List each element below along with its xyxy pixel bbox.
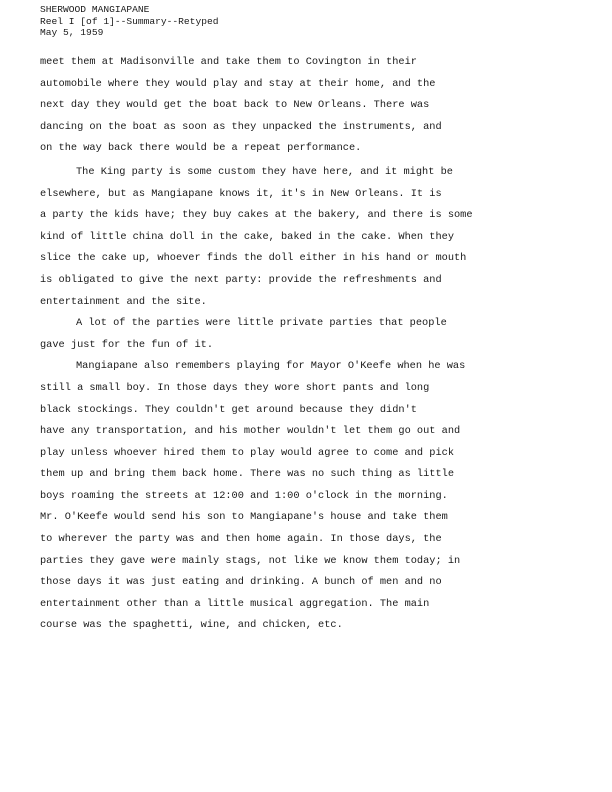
text-line: elsewhere, but as Mangiapane knows it, it's in New Orleans. It is [40,187,442,200]
document-header [40,4,218,39]
text-line: dancing on the boat as soon as they unpacked the instruments, and [40,120,442,133]
text-line: next day they would get the boat back to New Orleans. There was [40,99,430,112]
text-line: a party the kids have; they buy cakes at the bakery, and there is some [40,209,473,222]
text-line: entertainment and the site. [40,295,207,308]
header-reel: Reel I [of 1]--Summary--Retyped [40,15,219,27]
text-line: entertainment other than a little musical aggregation. The main [40,597,430,610]
header-name: SHERWOOD MANGIAPANE [40,4,150,15]
text-line: still a small boy. In those days they wore short pants and long [40,381,430,394]
text-line: those days it was just eating and drinking. A bunch of men and no [40,576,442,589]
text-line: on the way back there would be a repeat performance. [40,142,362,155]
text-line: gave just for the fun of it. [40,338,214,351]
text-line: is obligated to give the next party: provide the refreshments and [40,273,442,286]
text-line: course was the spaghetti, wine, and chicken, etc. [40,619,343,632]
header-date: May 5, 1959 [40,27,104,38]
text-line: boys roaming the streets at 12:00 and 1:00 o'clock in the morning. [40,489,448,502]
text-line: black stockings. They couldn't get around because they didn't [40,403,417,416]
text-line: slice the cake up, whoever finds the doll either in his hand or mouth [40,252,467,265]
text-line: them up and bring them back home. There was no such thing as little [40,468,455,481]
text-line: meet them at Madisonville and take them to Covington in their [40,56,417,68]
paragraph-start-line: The King party is some custom they have here, and it might be [76,165,453,178]
text-line: to wherever the party was and then home again. In those days, the [40,533,442,546]
text-line: kind of little china doll in the cake, baked in the cake. When they [40,230,455,243]
paragraph-start-line: Mangiapane also remembers playing for Mayor O'Keefe when he was [76,360,466,373]
paragraph-start-line: A lot of the parties were little private parties that people [76,317,447,330]
text-line: Mr. O'Keefe would send his son to Mangiapane's house and take them [40,511,448,524]
text-line: have any transportation, and his mother wouldn't let them go out and [40,425,461,438]
text-line: parties they gave were mainly stags, not like we know them today; in [40,554,461,567]
document-body [40,52,510,637]
text-line: automobile where they would play and stay at their home, and the [40,77,436,90]
text-line: play unless whoever hired them to play would agree to come and pick [40,446,455,459]
